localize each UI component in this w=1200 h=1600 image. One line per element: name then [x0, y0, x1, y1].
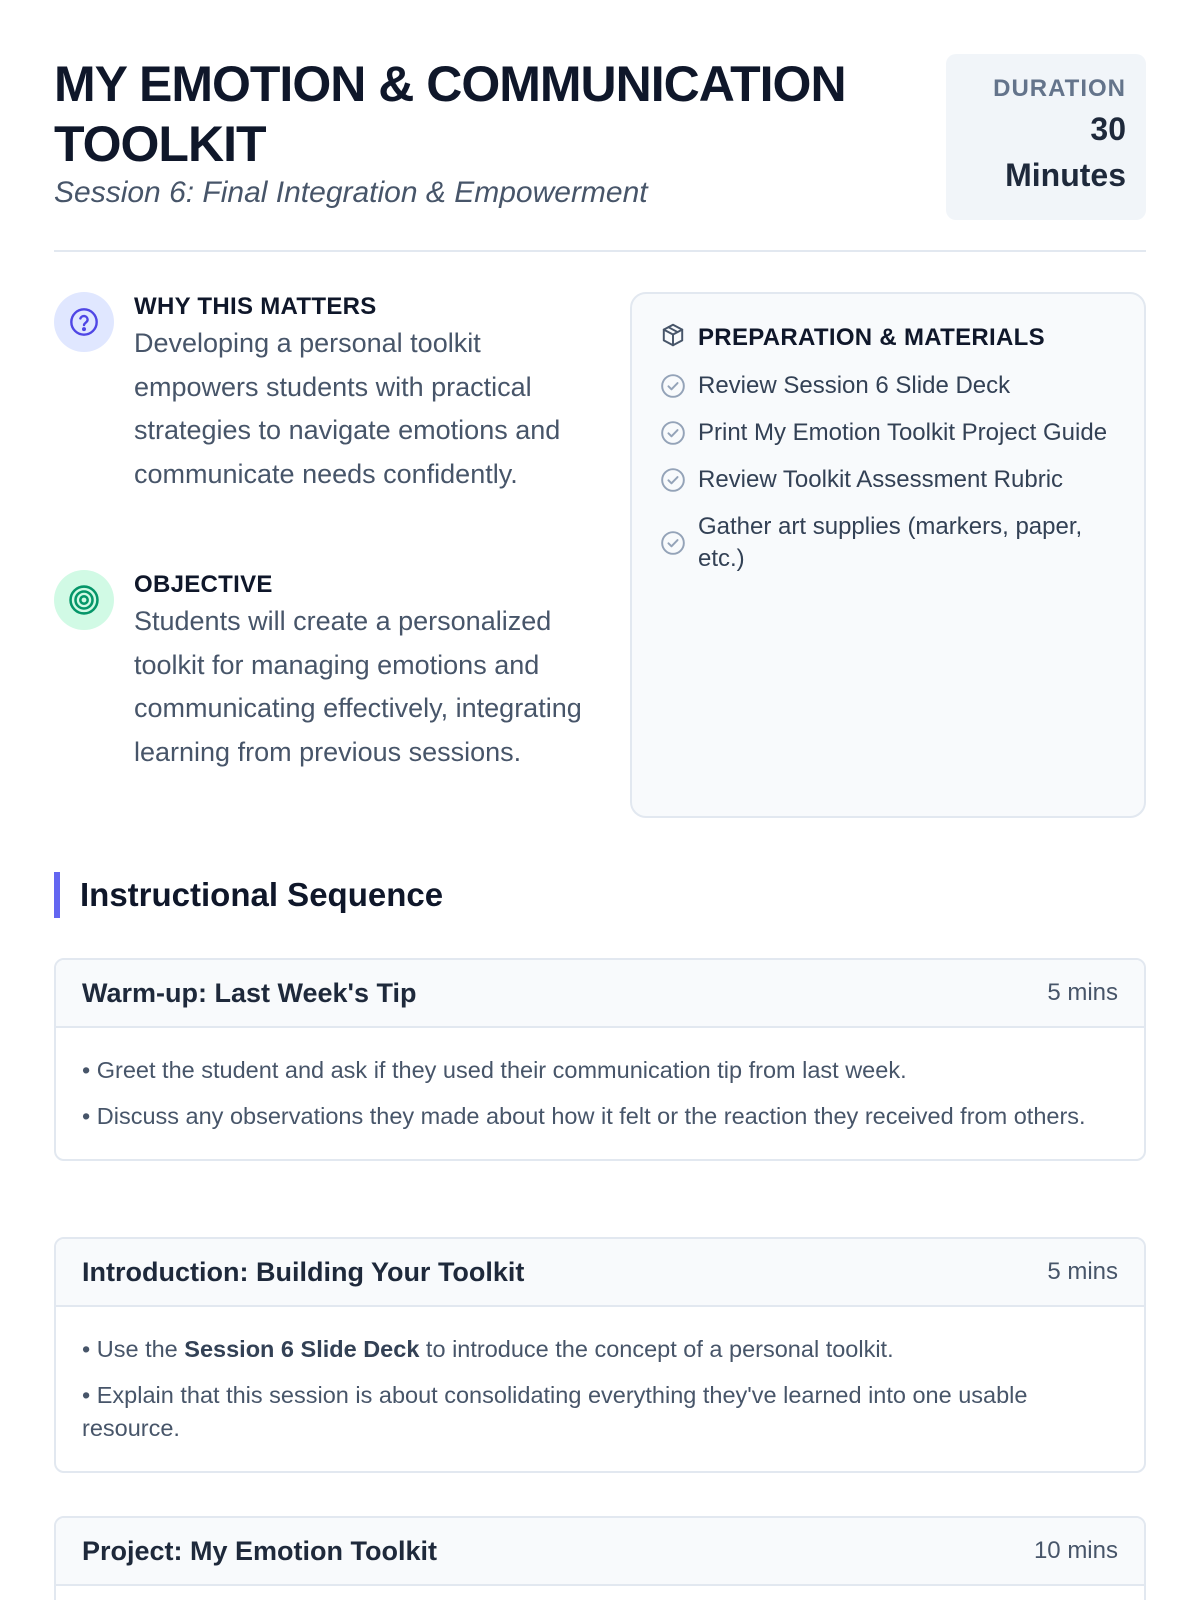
why-body: Developing a personal toolkit empowers students with practical strategies to navigate emotions and communicate needs confidently.: [134, 328, 561, 489]
step-bullet-text: • Explain that this session is about consolidating everything they've learned into one usable resource.: [82, 1382, 1028, 1441]
step-bullet: [82, 1379, 1118, 1445]
duration-box: [946, 54, 1146, 220]
materials-item-label: Review Toolkit Assessment Rubric: [698, 466, 1064, 493]
step-card-warm-up: [54, 958, 1146, 1161]
step-card-project: [54, 1516, 1146, 1600]
materials-item: [660, 417, 1130, 449]
step-body: [56, 1586, 1144, 1600]
step-duration: 5 mins: [1047, 979, 1118, 1006]
step-duration: 5 mins: [1047, 1258, 1118, 1285]
page-title: MY EMOTION & COMMUNICATION TOOLKIT: [54, 56, 846, 172]
step-bullet: [82, 1100, 1118, 1133]
page-header: [54, 54, 1146, 252]
materials-item-label: Review Session 6 Slide Deck: [698, 372, 1011, 399]
step-bullet-text: • Use the: [82, 1336, 185, 1362]
materials-item-label: Gather art supplies (markers, paper, etc.): [698, 513, 1083, 572]
materials-list: [660, 370, 1130, 590]
duration-label: DURATION: [993, 75, 1126, 102]
bold-reference: Session 6 Slide Deck: [184, 1336, 420, 1362]
sequence-heading: Instructional Sequence: [80, 876, 444, 913]
materials-heading: PREPARATION & MATERIALS: [698, 323, 1045, 351]
why-this-matters-section: [54, 292, 582, 532]
step-card-introduction: [54, 1237, 1146, 1473]
duration-unit: Minutes: [1005, 157, 1126, 193]
check-circle-icon: [660, 420, 686, 446]
step-header: [56, 960, 1144, 1028]
step-title: Introduction: Building Your Toolkit: [82, 1256, 525, 1287]
sequence-heading-bar: [54, 872, 443, 918]
materials-card: [630, 292, 1146, 818]
materials-item: [660, 511, 1130, 575]
step-bullet-text: • Greet the student and ask if they used their communication tip from last week.: [82, 1057, 907, 1083]
question-circle-icon: [54, 292, 114, 352]
materials-item: [660, 370, 1130, 402]
materials-item: [660, 464, 1130, 496]
step-bullet: [82, 1333, 1118, 1366]
materials-heading-row: [660, 322, 1045, 353]
why-heading: WHY THIS MATTERS: [134, 293, 377, 320]
check-circle-icon: [660, 467, 686, 493]
check-circle-icon: [660, 373, 686, 399]
materials-item-label: Print My Emotion Toolkit Project Guide: [698, 419, 1108, 446]
step-duration: 10 mins: [1033, 1537, 1118, 1564]
check-circle-icon: [660, 530, 686, 556]
step-header: [56, 1239, 1144, 1307]
page-subtitle: Session 6: Final Integration & Empowerment: [54, 176, 648, 209]
duration-number: 30: [1090, 111, 1126, 147]
objective-text: [134, 570, 584, 774]
step-title: Project: My Emotion Toolkit: [82, 1535, 438, 1566]
objective-section: [54, 570, 582, 820]
duration-value: [946, 106, 1126, 198]
target-icon: [54, 570, 114, 630]
step-body: [56, 1028, 1144, 1159]
step-bullet-text: to introduce the concept of a personal toolkit.: [419, 1336, 894, 1362]
step-body: [56, 1307, 1144, 1471]
objective-body: Students will create a personalized toolkit for managing emotions and communicating effectively, integrating learning from previous sessions.: [134, 606, 582, 767]
objective-heading: OBJECTIVE: [134, 571, 273, 598]
why-text: [134, 292, 584, 496]
step-bullet: [82, 1054, 1118, 1087]
step-header: [56, 1518, 1144, 1586]
step-bullet-text: • Discuss any observations they made about how it felt or the reaction they received from others.: [82, 1103, 1086, 1129]
step-title: Warm-up: Last Week's Tip: [82, 977, 417, 1008]
package-icon: [660, 322, 686, 353]
